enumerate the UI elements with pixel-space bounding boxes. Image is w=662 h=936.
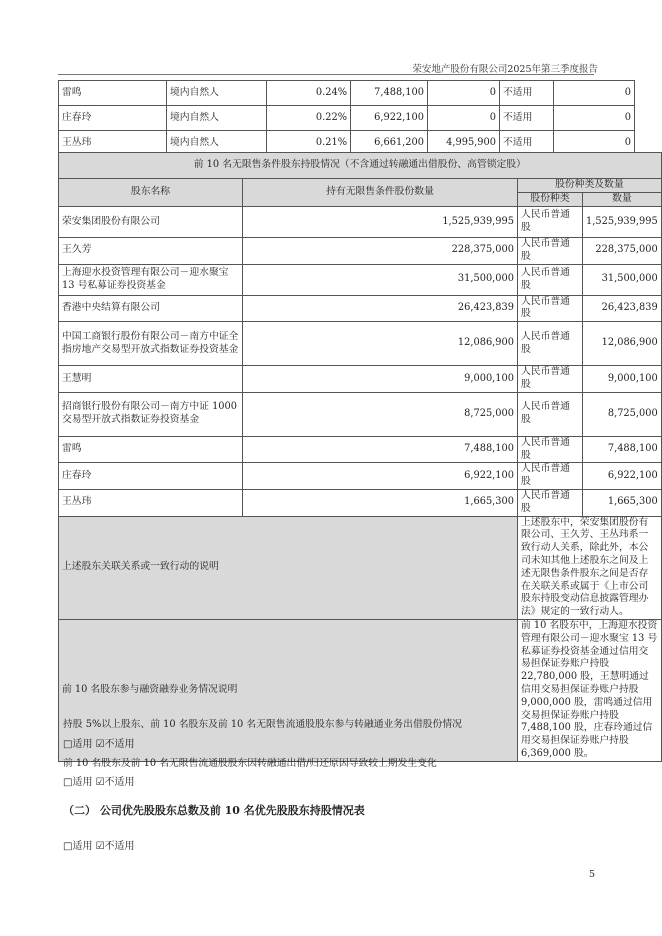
table-row xyxy=(59,366,662,393)
cell-kind: 人民币普通股 xyxy=(518,366,583,393)
cell-shares: 1,665,300 xyxy=(243,489,518,516)
cell-restricted: 4,995,900 xyxy=(428,131,500,156)
table-row xyxy=(59,81,635,106)
cell-shares: 26,423,839 xyxy=(243,295,518,322)
cell-qty: 7,488,100 xyxy=(583,436,662,463)
cell-shares: 7,488,100 xyxy=(243,436,518,463)
not-applicable-checkbox[interactable]: ☑不适用 xyxy=(95,841,135,852)
cell-qty: 6,922,100 xyxy=(583,463,662,490)
not-applicable-checkbox[interactable]: ☑不适用 xyxy=(95,739,135,750)
cell-qty: 9,000,100 xyxy=(583,366,662,393)
cell-type: 境内自然人 xyxy=(167,106,267,131)
cell-kind: 人民币普通股 xyxy=(518,264,583,295)
col-header-shares: 持有无限售条件股份数量 xyxy=(243,179,518,207)
cell-name: 上海迎水投资管理有限公司－迎水聚宝 13 号私募证券投资基金 xyxy=(59,264,243,295)
table-row xyxy=(59,106,635,131)
note-change: 前 10 名股东及前 10 名无限售流通股股东因转融通出借/归还原因导致较上期发生变化 xyxy=(63,758,437,769)
cell-kind: 人民币普通股 xyxy=(518,295,583,322)
cell-name: 雷鸣 xyxy=(59,436,243,463)
table-row xyxy=(59,322,662,366)
cell-shares: 1,525,939,995 xyxy=(243,207,518,238)
cell-qty: 26,423,839 xyxy=(583,295,662,322)
cell-name: 王慧明 xyxy=(59,366,243,393)
cell-shares: 31,500,000 xyxy=(243,264,518,295)
cell-kind: 人民币普通股 xyxy=(518,392,583,436)
table-row xyxy=(59,463,662,490)
not-applicable-checkbox[interactable]: ☑不适用 xyxy=(95,777,135,788)
cell-name: 王丛玮 xyxy=(59,131,167,156)
section-title: （二） 公司优先股股东总数及前 10 名优先股股东持股情况表 xyxy=(63,804,365,817)
col-header-name: 股东名称 xyxy=(59,179,243,207)
table-row xyxy=(59,392,662,436)
related-text: 上述股东中，荣安集团股份有限公司、王久芳、王丛玮系一致行动人关系，除此外，本公司未知其他上述股东之间及上述无限售条件股东之间是否存在关联关系或属于《上市公司股东持股变动信息披露管理办法》规定的一致行动人。 xyxy=(518,516,662,619)
cell-shares: 7,488,100 xyxy=(351,81,428,106)
note-lending: 持股 5%以上股东、前 10 名股东及前 10 名无限售流通股股东参与转融通业务出借股份情况 xyxy=(63,719,462,730)
cell-shares: 6,922,100 xyxy=(243,463,518,490)
cell-shares: 9,000,100 xyxy=(243,366,518,393)
cell-name: 王久芳 xyxy=(59,238,243,265)
cell-kind: 人民币普通股 xyxy=(518,207,583,238)
unrestricted-shareholders-table xyxy=(58,152,662,762)
cell-qty: 31,500,000 xyxy=(583,264,662,295)
cell-shares: 6,922,100 xyxy=(351,106,428,131)
cell-shares: 6,661,200 xyxy=(351,131,428,156)
cell-qty: 0 xyxy=(554,106,635,131)
cell-name: 香港中央结算有限公司 xyxy=(59,295,243,322)
cell-restricted: 0 xyxy=(428,106,500,131)
cell-qty: 1,665,300 xyxy=(583,489,662,516)
cell-status: 不适用 xyxy=(500,106,554,131)
cell-name: 王丛玮 xyxy=(59,489,243,516)
cell-type: 境内自然人 xyxy=(167,81,267,106)
col-header-kind-type: 股份种类 xyxy=(518,193,583,207)
cell-qty: 0 xyxy=(554,131,635,156)
cell-status: 不适用 xyxy=(500,131,554,156)
cell-name: 荣安集团股份有限公司 xyxy=(59,207,243,238)
cell-kind: 人民币普通股 xyxy=(518,436,583,463)
checkbox-row-3 xyxy=(63,840,135,853)
cell-name: 招商银行股份有限公司－南方中证 1000 交易型开放式指数证券投资基金 xyxy=(59,392,243,436)
table-title: 前 10 名无限售条件股东持股情况（不含通过转融通出借股份、高管锁定股） xyxy=(59,153,662,179)
margin-text: 前 10 名股东中，上海迎水投资管理有限公司－迎水聚宝 13 号私募证券投资基金通过信用交易担保证券账户持股 22,780,000 股，王慧明通过信用交易担保证券账户持股 9,000,000 股，雷鸣通过信用交易担保证券账户持股 7,488,100 股，庄春玲通过信用交易担保证券账户持股 6,369,000 股。 xyxy=(518,619,662,761)
checkbox-row-1 xyxy=(63,738,135,751)
cell-kind: 人民币普通股 xyxy=(518,322,583,366)
cell-status: 不适用 xyxy=(500,81,554,106)
page-number: 5 xyxy=(589,869,596,880)
cell-kind: 人民币普通股 xyxy=(518,238,583,265)
cell-name: 庄春玲 xyxy=(59,463,243,490)
cell-kind: 人民币普通股 xyxy=(518,463,583,490)
related-label: 上述股东关联关系或一致行动的说明 xyxy=(59,516,518,619)
cell-shares: 12,086,900 xyxy=(243,322,518,366)
table-row xyxy=(59,238,662,265)
cell-type: 境内自然人 xyxy=(167,131,267,156)
applicable-checkbox[interactable]: □适用 xyxy=(63,777,93,788)
top-shareholders-table-continued xyxy=(58,80,635,156)
cell-qty: 1,525,939,995 xyxy=(583,207,662,238)
header-rule xyxy=(58,74,594,75)
table-row xyxy=(59,489,662,516)
margin-label: 前 10 名股东参与融资融券业务情况说明 xyxy=(59,619,518,761)
table-row xyxy=(59,207,662,238)
table-row xyxy=(59,295,662,322)
checkbox-row-2 xyxy=(63,776,135,789)
cell-qty: 0 xyxy=(554,81,635,106)
cell-restricted: 0 xyxy=(428,81,500,106)
cell-name: 中国工商银行股份有限公司－南方中证全指房地产交易型开放式指数证券投资基金 xyxy=(59,322,243,366)
col-header-kind: 股份种类及数量 xyxy=(518,179,662,193)
applicable-checkbox[interactable]: □适用 xyxy=(63,739,93,750)
col-header-kind-qty: 数量 xyxy=(583,193,662,207)
cell-qty: 228,375,000 xyxy=(583,238,662,265)
cell-pct: 0.21% xyxy=(267,131,351,156)
cell-name: 雷鸣 xyxy=(59,81,167,106)
report-header: 荣安地产股份有限公司2025年第三季度报告 xyxy=(412,64,598,75)
cell-name: 庄春玲 xyxy=(59,106,167,131)
cell-qty: 8,725,000 xyxy=(583,392,662,436)
cell-kind: 人民币普通股 xyxy=(518,489,583,516)
cell-pct: 0.24% xyxy=(267,81,351,106)
table-row xyxy=(59,436,662,463)
cell-qty: 12,086,900 xyxy=(583,322,662,366)
applicable-checkbox[interactable]: □适用 xyxy=(63,841,93,852)
table-row xyxy=(59,264,662,295)
cell-pct: 0.22% xyxy=(267,106,351,131)
cell-shares: 8,725,000 xyxy=(243,392,518,436)
cell-shares: 228,375,000 xyxy=(243,238,518,265)
